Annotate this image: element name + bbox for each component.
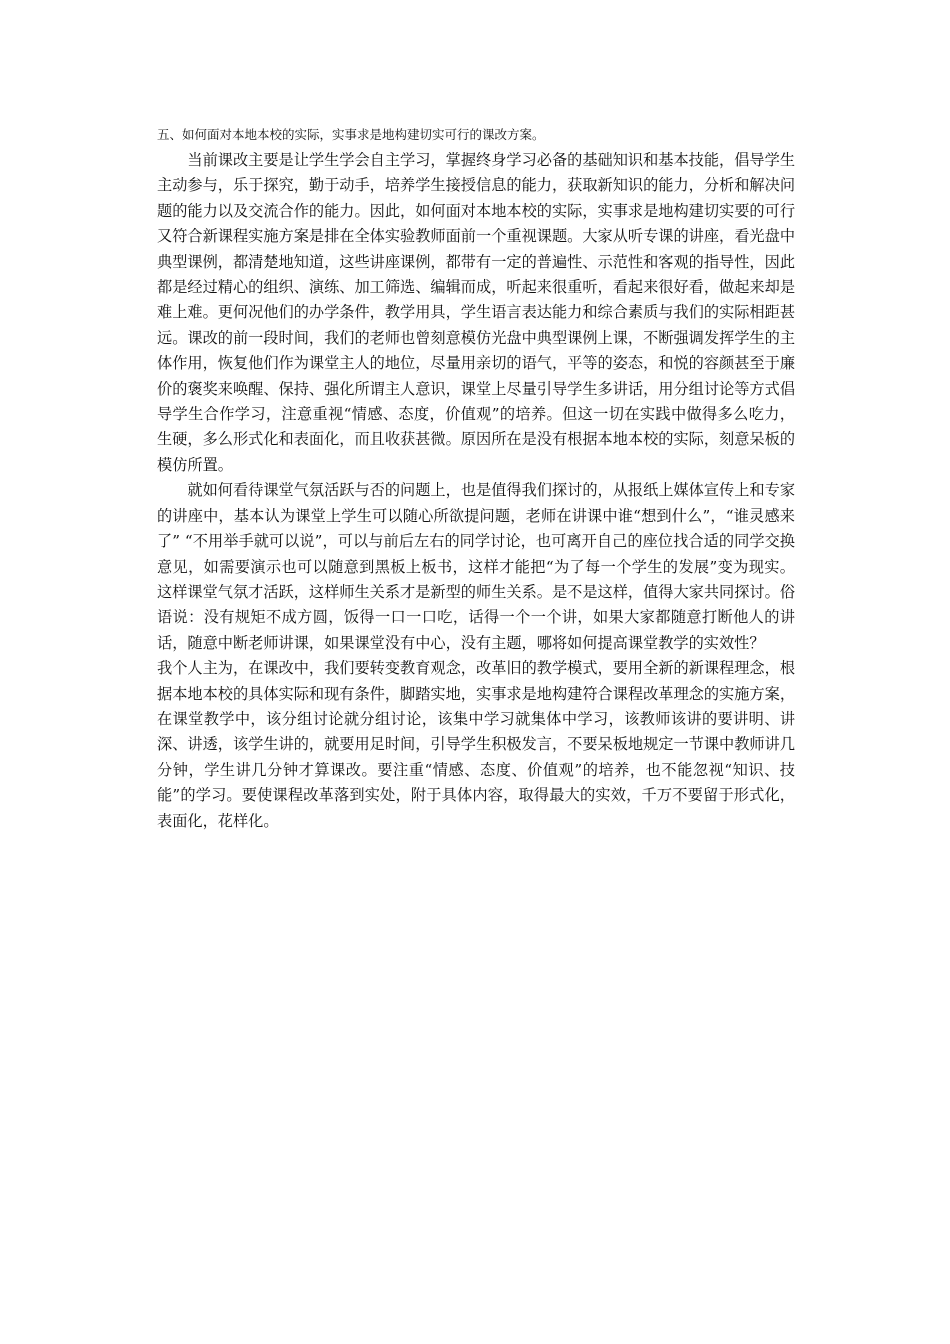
section-heading: 五、如何面对本地本校的实际，实事求是地构建切实可行的课改方案。	[157, 127, 545, 142]
paragraph-2: 就如何看待课堂气氛活跃与否的问题上，也是值得我们探讨的，从报纸上媒体宣传上和专家的讲座中，基本认为课堂上学生可以随心所欲提问题，老师在讲课中谁“想到什么”，“谁灵感来了” “不用举手就可以说”，可以与前后左右的同学讨论，也可离开自己的座位找合适的同学交换意见，如需要演示也可以随意到黑板上板书，这样才能把“为了每一个学生的发展”变为现实。这样课堂气氛才活跃，这样师生关系才是新型的师生关系。是不是这样，值得大家共同探讨。俗语说：没有规矩不成方圆，饭得一口一口吃，话得一个一个讲，如果大家都随意打断他人的讲话，随意中断老师讲课，如果课堂没有中心，没有主题，哪将如何提高课堂教学的实效性？	[157, 481, 795, 652]
document-page	[157, 124, 795, 834]
paragraph-1: 当前课改主要是让学生学会自主学习，掌握终身学习必备的基础知识和基本技能，倡导学生主动参与，乐于探究，勤于动手，培养学生接授信息的能力，获取新知识的能力，分析和解决问题的能力以及交流合作的能力。因此，如何面对本地本校的实际，实事求是地构建切实要的可行又符合新课程实施方案是排在全体实验教师面前一个重视课题。大家从听专课的讲座，看光盘中典型课例，都清楚地知道，这些讲座课例，都带有一定的普遍性、示范性和客观的指导性，因此都是经过精心的组织、演练、加工筛选、编辑而成，听起来很重听，看起来很好看，做起来却是难上难。更何况他们的办学条件，教学用具，学生语言表达能力和综合素质与我们的实际相距甚远。课改的前一段时间，我们的老师也曾刻意模仿光盘中典型课例上课，不断强调发挥学生的主体作用，恢复他们作为课堂主人的地位，尽量用亲切的语气，平等的姿态，和悦的容颜甚至于廉价的褒奖来唤醒、保持、强化所谓主人意识，课堂上尽量引导学生多讲话，用分组讨论等方式倡导学生合作学习，注意重视“情感、态度，价值观”的培养。但这一切在实践中做得多么吃力，生硬，多么形式化和表面化，而且收获甚微。原因所在是没有根据本地本校的实际，刻意呆板的模仿所置。	[157, 151, 795, 474]
paragraph-3: 我个人主为，在课改中，我们要转变教育观念，改革旧的教学模式，要用全新的新课程理念，根据本地本校的具体实际和现有条件，脚踏实地，实事求是地构建符合课程改革理念的实施方案，在课堂教学中，该分组讨论就分组讨论，该集中学习就集体中学习，该教师该讲的要讲明、讲深、讲透，该学生讲的，就要用足时间，引导学生积极发言，不要呆板地规定一节课中教师讲几分钟，学生讲几分钟才算课改。要注重“情感、态度、价值观”的培养，也不能忽视“知识、技能”的学习。要使课程改革落到实处，附于具体内容，取得最大的实效，千万不要留于形式化，表面化，花样化。	[157, 659, 795, 830]
